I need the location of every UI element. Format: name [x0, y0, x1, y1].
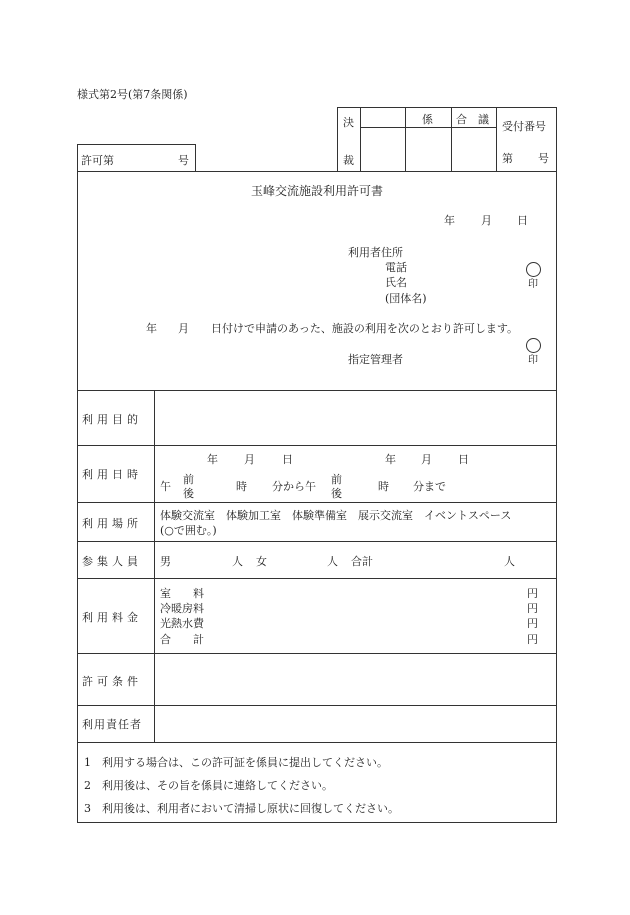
row-sep-6 — [77, 653, 557, 654]
receipt-number-label: 受付番号 — [502, 120, 546, 133]
note-2: 2 利用後は、その旨を係員に連絡してください。 — [84, 779, 333, 792]
end-year: 年 — [385, 453, 396, 466]
main-left — [77, 171, 78, 823]
date-month: 月 — [481, 214, 492, 227]
approval-top — [337, 107, 556, 108]
approval-div3 — [451, 107, 452, 171]
attendees-label: 参集人員 — [82, 555, 142, 568]
row-sep-8 — [77, 742, 557, 743]
end-month: 月 — [421, 453, 432, 466]
row-sep-1 — [77, 390, 557, 391]
start-ji: 時 — [236, 480, 247, 493]
approval-right — [556, 107, 557, 171]
main-top — [77, 171, 557, 172]
form-number-label: 様式第2号(第7条関係) — [77, 88, 188, 101]
date-year: 年 — [444, 214, 455, 227]
start-year: 年 — [207, 453, 218, 466]
start-month: 月 — [244, 453, 255, 466]
body-month: 月 — [178, 322, 189, 335]
datetime-label: 利用日時 — [82, 468, 142, 481]
start-fun-kara: 分から午 — [272, 480, 316, 493]
attendees-female: 女 — [256, 555, 267, 568]
attendees-total: 合計 — [351, 555, 373, 568]
body-sentence: 日付けで申請のあった、施設の利用を次のとおり許可します。 — [211, 322, 519, 335]
note-1: 1 利用する場合は、この許可証を係員に提出してください。 — [84, 756, 388, 769]
kessai-char-2: 裁 — [343, 154, 354, 167]
label-col-divider — [154, 390, 155, 742]
document-title: 玉峰交流施設利用許可書 — [251, 184, 384, 198]
attendees-female-nin: 人 — [327, 555, 338, 568]
fee-utility-unit: 円 — [527, 617, 538, 630]
fee-total-unit: 円 — [527, 633, 538, 646]
row-sep-7 — [77, 705, 557, 706]
row-sep-4 — [77, 541, 557, 542]
main-right — [556, 171, 557, 823]
receipt-go: 号 — [538, 152, 549, 165]
fee-room-label: 室 料 — [160, 587, 204, 600]
applicant-seal: 印 — [528, 279, 538, 290]
row-sep-5 — [77, 578, 557, 579]
permit-no-prefix: 許可第 — [81, 154, 114, 167]
approval-div1 — [360, 107, 361, 171]
end-day: 日 — [458, 453, 469, 466]
approval-div4 — [496, 107, 497, 171]
responsible-label: 利用責任者 — [82, 718, 142, 731]
approval-sub-line — [360, 127, 496, 128]
conditions-label: 許可条件 — [82, 675, 142, 688]
start-go: 午 — [160, 480, 171, 493]
fee-aircon-label: 冷暖房料 — [160, 602, 204, 615]
purpose-label: 利用目的 — [82, 413, 142, 426]
attendees-male-nin: 人 — [232, 555, 243, 568]
permit-box-top — [77, 144, 195, 145]
place-label: 利用場所 — [82, 517, 142, 530]
end-fun-made: 分まで — [413, 480, 446, 493]
kessai-char-1: 決 — [343, 116, 354, 129]
body-year: 年 — [146, 322, 157, 335]
row-sep-2 — [77, 445, 557, 446]
permit-box-right — [195, 144, 196, 171]
approval-div2 — [405, 107, 406, 171]
attendees-total-nin: 人 — [504, 555, 515, 568]
applicant-address-label: 利用者住所 — [348, 246, 403, 259]
applicant-name-label: 氏名 — [385, 276, 407, 289]
permit-box-left — [77, 144, 78, 171]
row-sep-3 — [77, 502, 557, 503]
kakari-label: 係 — [422, 113, 433, 126]
manager-seal: 印 — [528, 355, 538, 366]
fee-total-label: 合 計 — [160, 633, 204, 646]
date-day: 日 — [517, 214, 528, 227]
fee-room-unit: 円 — [527, 587, 538, 600]
aigi-label: 合 議 — [456, 113, 489, 126]
attendees-male: 男 — [160, 555, 171, 568]
fee-utility-label: 光熱水費 — [160, 617, 204, 630]
approval-left — [337, 107, 338, 171]
fee-label: 利用料金 — [82, 611, 142, 624]
permit-no-suffix: 号 — [178, 154, 189, 167]
main-bottom — [77, 822, 557, 823]
receipt-dai: 第 — [502, 152, 513, 165]
fee-aircon-unit: 円 — [527, 602, 538, 615]
applicant-phone-label: 電話 — [385, 261, 407, 274]
end-ato: 後 — [331, 487, 342, 500]
end-mae: 前 — [331, 473, 342, 486]
start-ato: 後 — [183, 487, 194, 500]
place-options: 体験交流室 体験加工室 体験準備室 展示交流室 イベントスペース — [160, 509, 512, 522]
start-mae: 前 — [183, 473, 194, 486]
note-3: 3 利用後は、利用者において清掃し原状に回復してください。 — [84, 802, 399, 815]
manager-label: 指定管理者 — [348, 353, 403, 366]
end-ji: 時 — [378, 480, 389, 493]
applicant-group-label: (団体名) — [385, 292, 427, 305]
start-day: 日 — [282, 453, 293, 466]
place-note: (○で囲む。) — [160, 524, 217, 537]
